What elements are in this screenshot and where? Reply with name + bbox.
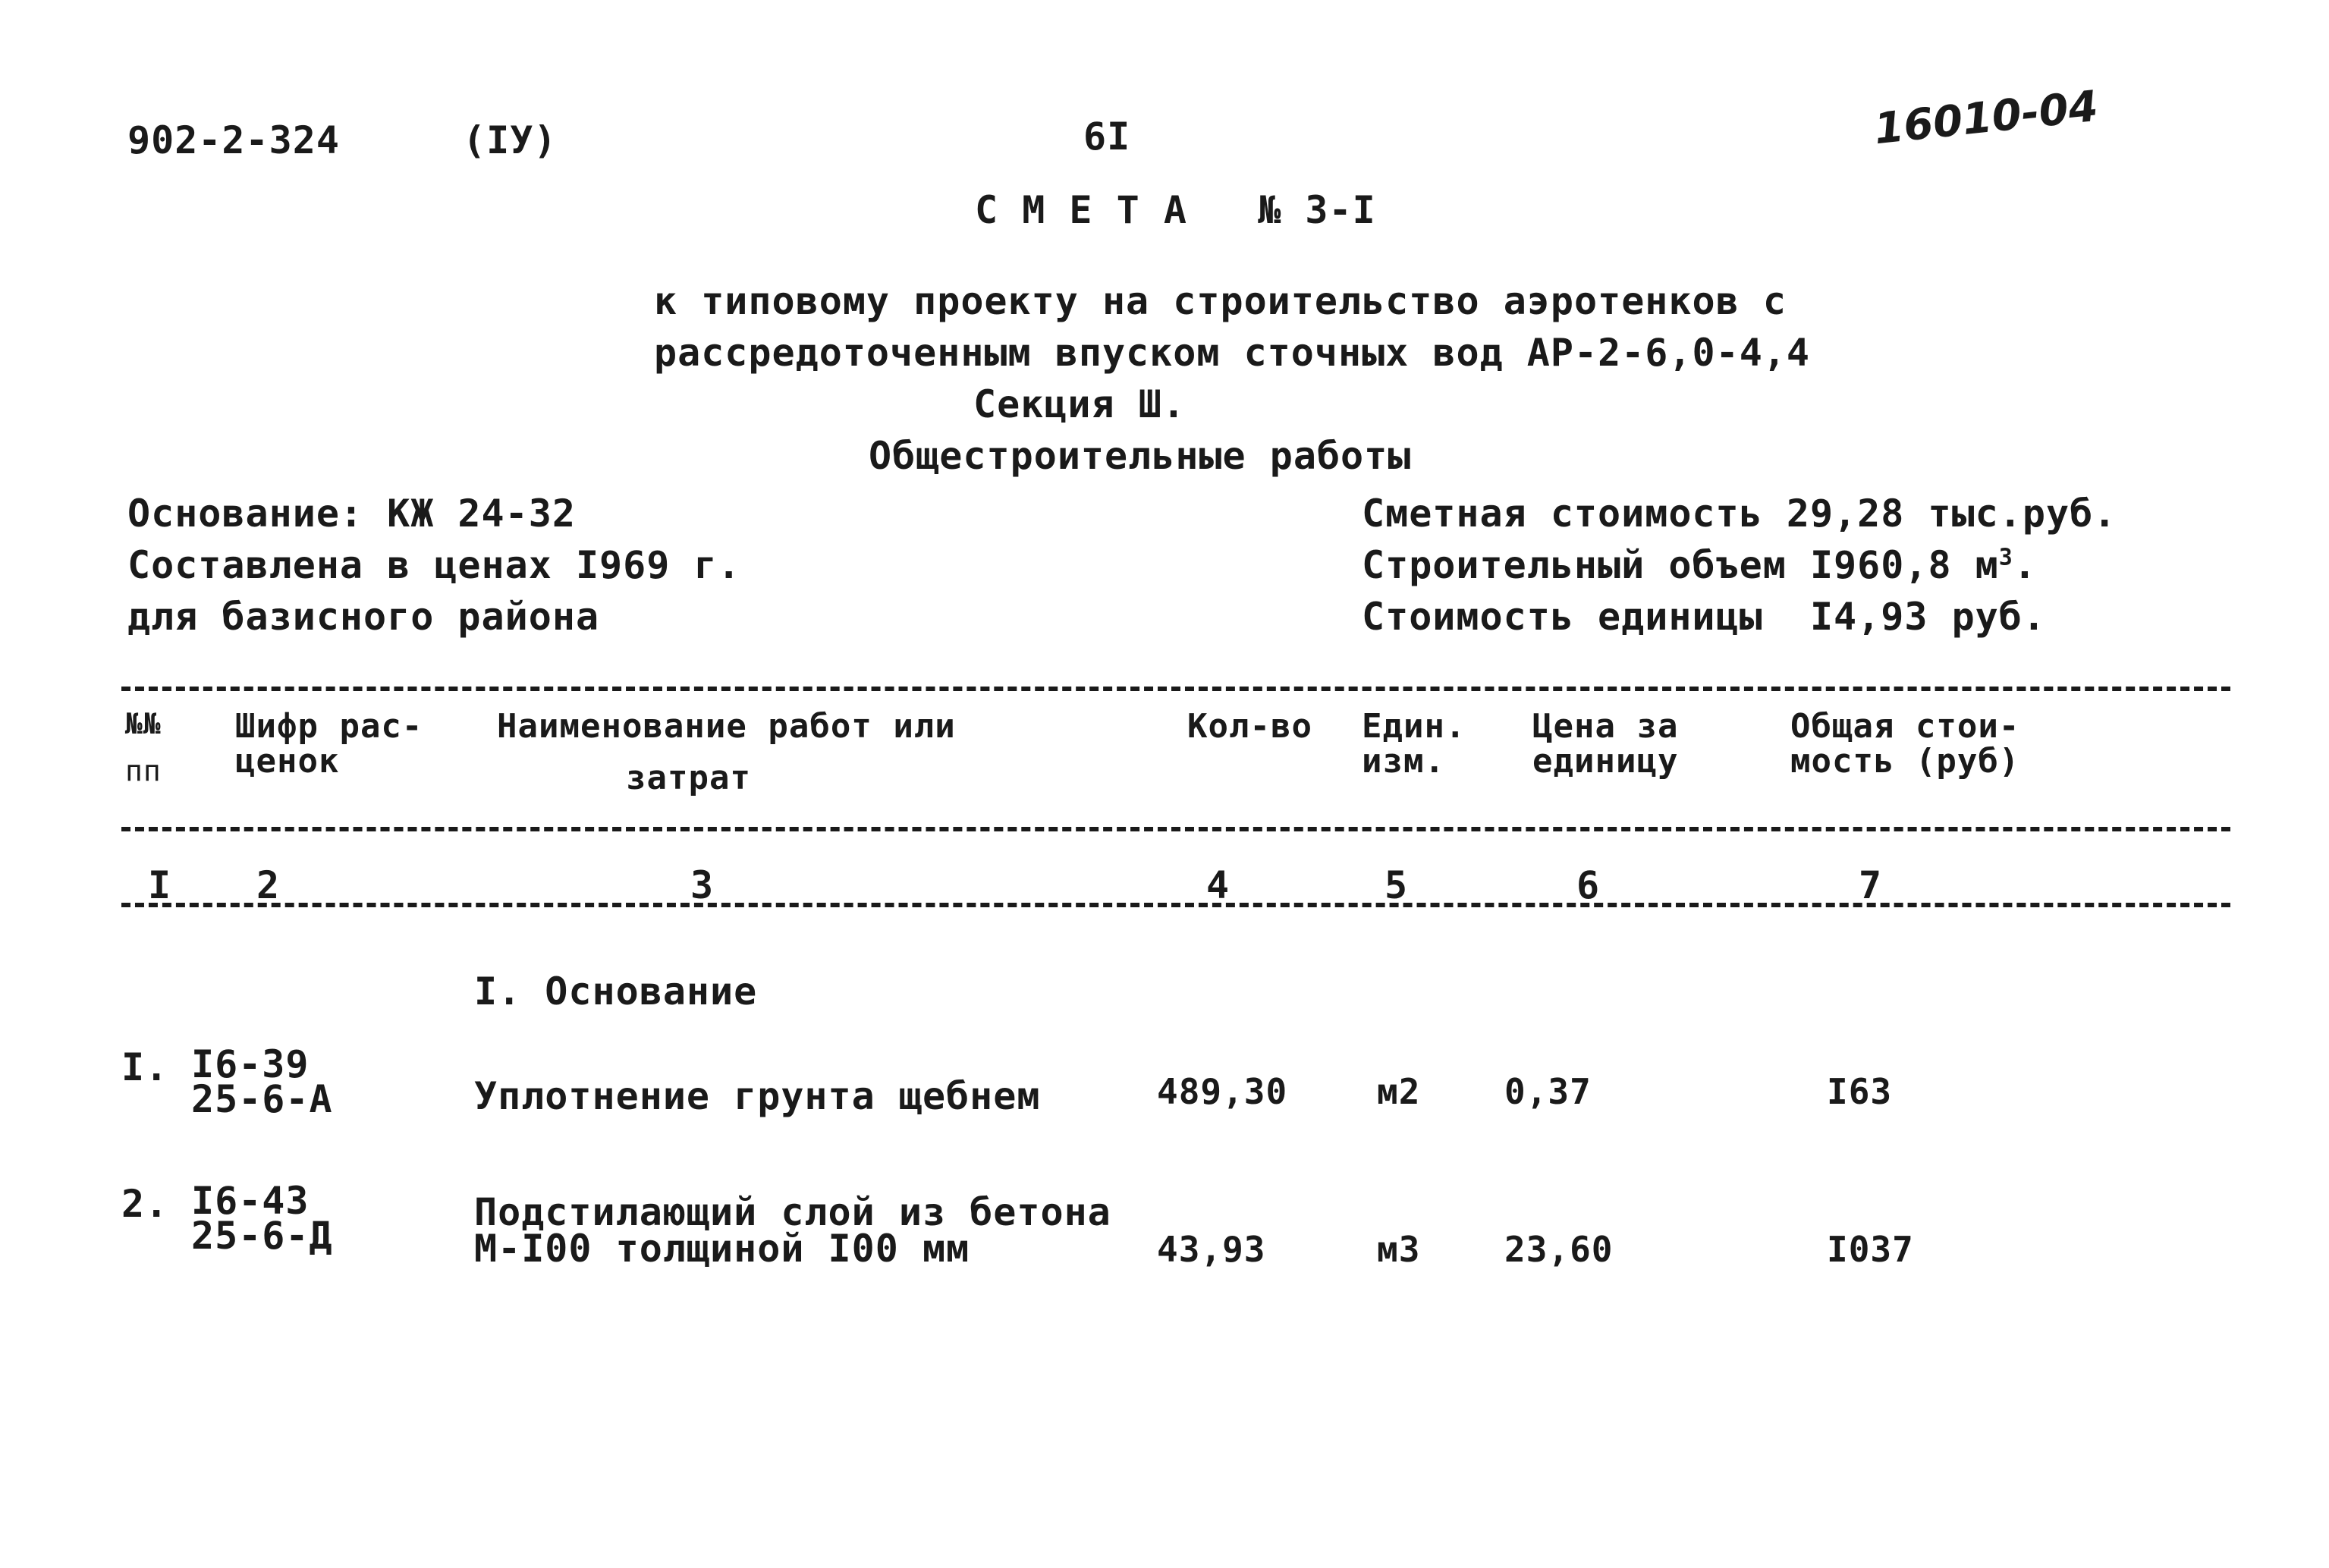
col-header-qty: Кол-во: [1187, 707, 1312, 746]
row-1-price: 0,37: [1504, 1071, 1592, 1112]
works-title: Общестроительные работы: [869, 434, 1412, 478]
building-volume: Строительный объем I960,8 $м^3$.: [1362, 543, 2037, 587]
row-1-qty: 489,30: [1157, 1071, 1288, 1112]
col-header-no: №№ пп: [125, 707, 162, 787]
col-header-unit: Един. изм.: [1362, 707, 1466, 781]
basis-line-2: Составлена в ценах I969 г.: [127, 543, 741, 587]
row-1-total: I63: [1827, 1071, 1893, 1112]
col-number-2: 2: [256, 863, 281, 907]
page-number: 6I: [1083, 115, 1131, 159]
estimated-cost: Сметная стоимость 29,28 тыс.руб.: [1362, 492, 2117, 536]
estimate-heading: С М Е Т А № 3-I: [975, 188, 1376, 232]
row-2-code: I6-43 25-6-Д: [191, 1179, 333, 1258]
row-2-qty: 43,93: [1157, 1229, 1266, 1270]
col-number-1: I: [148, 863, 172, 907]
basis-line-3: для базисного района: [127, 595, 600, 639]
title-line-2: рассредоточенным впуском сточных вод АР-2-6,0-4,4: [654, 331, 1811, 375]
table-top-rule: [121, 687, 2230, 691]
row-2-number: 2.: [121, 1182, 169, 1226]
col-number-6: 6: [1576, 863, 1601, 907]
row-1-code: I6-39 25-6-А: [191, 1042, 333, 1121]
title-line-1: к типовому проекту на строительство аэротенков с: [654, 279, 1787, 323]
col-header-total: Общая стои- мость (руб): [1790, 707, 2020, 781]
row-1-name: Уплотнение грунта щебнем: [474, 1074, 1041, 1118]
row-2-unit: м3: [1377, 1229, 1421, 1270]
basis-line-1: Основание: КЖ 24-32: [127, 492, 576, 536]
col-number-7: 7: [1859, 863, 1883, 907]
column-numbers-rule: [121, 903, 2230, 907]
handwritten-note: 16010-04: [1872, 81, 2101, 155]
row-1-number: I.: [121, 1045, 169, 1089]
table-header-rule: [121, 827, 2230, 831]
row-2-total: I037: [1827, 1229, 1914, 1270]
col-number-3: 3: [690, 863, 715, 907]
document-code: 902-2-324: [127, 118, 340, 162]
unit-cost: Стоимость единицы I4,93 руб.: [1362, 595, 2046, 639]
col-header-code: Шифр рас- ценок: [235, 707, 423, 781]
table-section-title: I. Основание: [474, 969, 758, 1013]
row-2-price: 23,60: [1504, 1229, 1614, 1270]
col-number-4: 4: [1206, 863, 1231, 907]
col-number-5: 5: [1385, 863, 1409, 907]
col-header-name: Наименование работ или затрат: [497, 707, 956, 798]
row-1-unit: м2: [1377, 1071, 1421, 1112]
col-header-price: Цена за единицу: [1532, 707, 1679, 781]
row-2-name: Подстилающий слой из бетона М-I00 толщиной I00 мм: [474, 1190, 1111, 1271]
volume-number: (IУ): [463, 118, 558, 162]
section-title: Секция Ш.: [973, 382, 1186, 426]
